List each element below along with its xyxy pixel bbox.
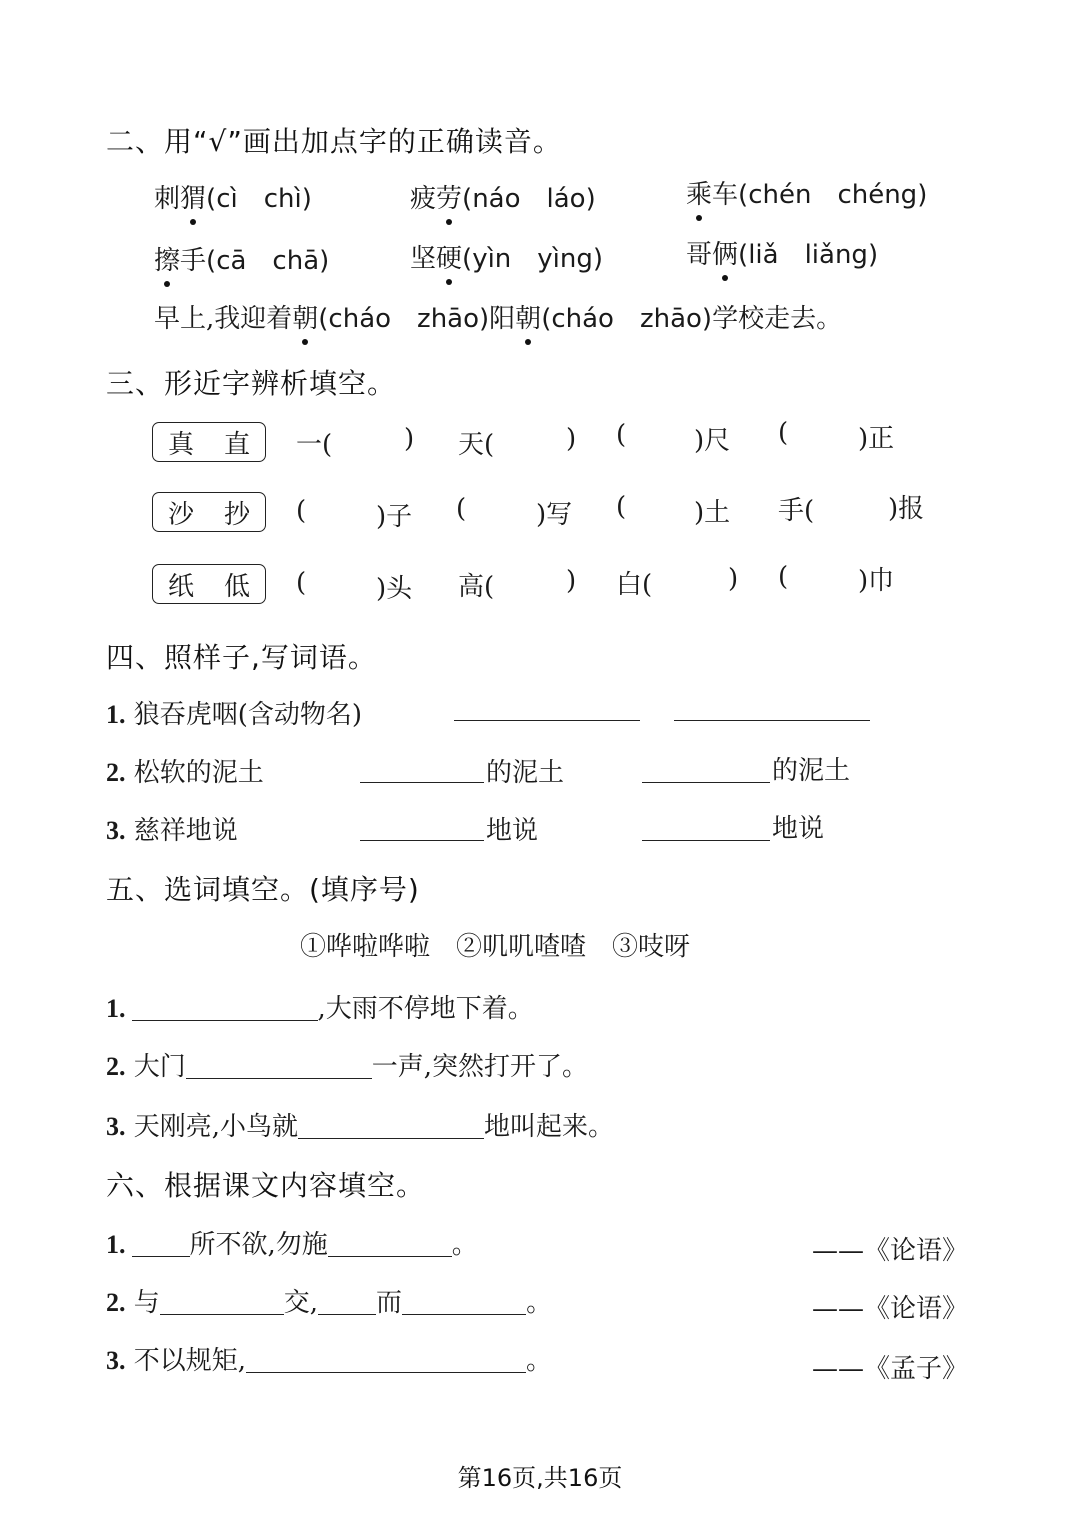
question-4-1: 1. 狼吞虎咽(含动物名) [106,700,363,730]
fill-item: 高( [458,572,495,602]
pinyin-item: 疲劳(náo láo) [410,178,596,215]
answer-blank[interactable] [318,1290,376,1315]
question-6-3: 3. 不以规矩, 。 [106,1346,553,1376]
fill-item: ( [296,568,307,598]
answer-blank[interactable] [642,758,770,783]
answer-blank[interactable] [160,1290,284,1315]
char-box: 真 直 [152,422,266,462]
question-4-3: 3. 慈祥地说 [106,816,238,846]
answer-blank[interactable] [674,696,870,721]
pinyin-item: 擦手(cā chā) [154,240,329,277]
question-5-2: 2. 大门 一声,突然打开了。 [106,1052,589,1082]
source-citation: ——《论语》 [812,1236,969,1266]
fill-item: )头 [376,574,413,604]
source-citation: ——《孟子》 [812,1354,969,1384]
fill-item: ( [778,418,789,448]
fill-item: ( [296,496,307,526]
answer-blank[interactable] [298,1114,484,1139]
fill-item: 天( [458,430,495,460]
char-box: 纸 低 [152,564,266,604]
fill-item: ( [616,492,627,522]
section-2-title: 二、用“√”画出加点字的正确读音。 [106,125,562,158]
answer-blank[interactable] [186,1054,372,1079]
fill-item: )正 [858,424,895,454]
fill-item: ) [566,424,577,454]
suffix-text: 地说 [486,816,539,846]
fill-item: ) [728,564,739,594]
source-citation: ——《论语》 [812,1294,969,1324]
fill-item: )报 [888,494,925,524]
question-6-1: 1. 所不欲,勿施 。 [106,1230,478,1260]
section-5-title: 五、选词填空。(填序号) [106,873,420,906]
pinyin-item: 坚硬(yìn yìng) [410,238,603,275]
answer-blank[interactable] [132,996,318,1021]
answer-blank[interactable] [642,816,770,841]
fill-item: )写 [536,500,573,530]
section-6-title: 六、根据课文内容填空。 [106,1169,426,1202]
question-6-2: 2. 与 交, 而 。 [106,1288,553,1318]
suffix-text: 的泥土 [772,756,851,786]
page-footer: 第16页,共16页 [457,1464,623,1492]
answer-blank[interactable] [246,1348,526,1373]
pinyin-sentence: 早上,我迎着朝(cháo zhāo)阳朝(cháo zhāo)学校走去。 [154,298,842,335]
fill-item: 手( [778,496,815,526]
question-5-1: 1. ,大雨不停地下着。 [106,994,534,1024]
fill-item: 一( [296,430,333,460]
answer-blank[interactable] [328,1232,452,1257]
fill-item: ) [566,566,577,596]
section-4-title: 四、照样子,写词语。 [106,641,377,674]
word-options: ①哗啦哗啦 ②叽叽喳喳 ③吱呀 [300,932,691,962]
fill-item: )土 [694,498,731,528]
answer-blank[interactable] [454,696,640,721]
fill-item: ( [456,494,467,524]
fill-item: ( [616,420,627,450]
fill-item: ) [404,424,415,454]
pinyin-item: 乘车(chén chéng) [686,174,927,211]
fill-item: )尺 [694,426,731,456]
question-5-3: 3. 天刚亮,小鸟就 地叫起来。 [106,1112,615,1142]
answer-blank[interactable] [360,816,484,841]
pinyin-item: 哥俩(liǎ liǎng) [686,234,878,271]
answer-blank[interactable] [132,1232,190,1257]
fill-item: 白( [616,570,653,600]
suffix-text: 地说 [772,814,825,844]
pinyin-item: 刺猬(cì chì) [154,178,312,215]
section-3-title: 三、形近字辨析填空。 [106,367,397,400]
suffix-text: 的泥土 [486,758,565,788]
fill-item: )巾 [858,566,895,596]
answer-blank[interactable] [360,758,484,783]
fill-item: )子 [376,502,413,532]
answer-blank[interactable] [402,1290,526,1315]
question-4-2: 2. 松软的泥土 [106,758,264,788]
fill-item: ( [778,562,789,592]
char-box: 沙 抄 [152,492,266,532]
